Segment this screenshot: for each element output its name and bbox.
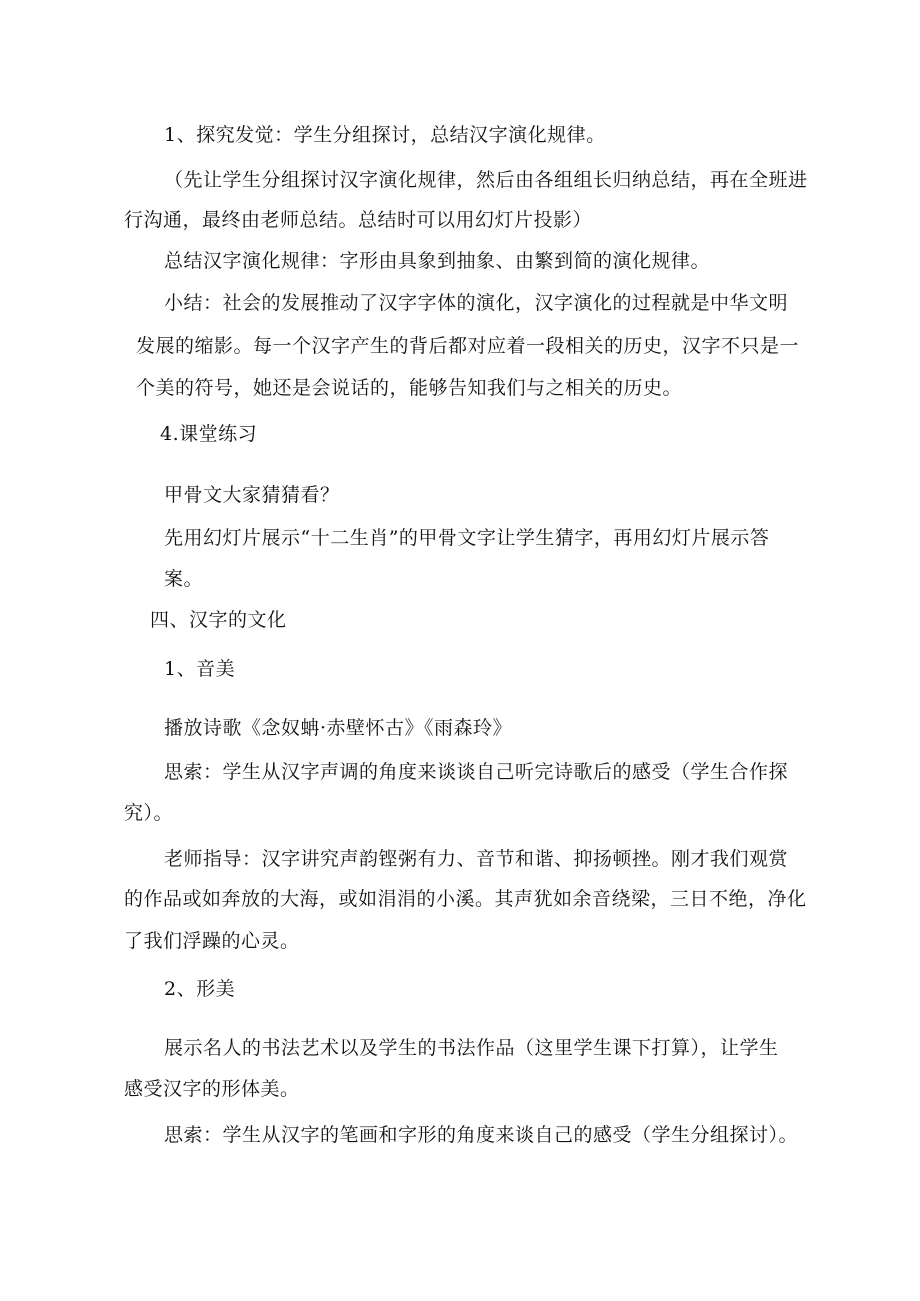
text-line: 甲骨文大家猜猜看？ [164, 484, 340, 506]
text-line: 老师指导：汉字讲究声韵铿粥有力、音节和谐、抑扬顿挫。刚才我们观赏 [164, 848, 789, 870]
text-line: 思索：学生从汉字声调的角度来谈谈自己听完诗歌后的感受（学生合作探 [164, 761, 789, 783]
text-line: 的作品或如奔放的大海，或如涓涓的小溪。其声犹如余音绕梁，三日不绝，净化 [124, 888, 807, 910]
text-line: 感受汉字的形体美。 [124, 1078, 300, 1100]
text-line: 播放诗歌《念奴蚺·赤壁怀古》《雨森玲》 [164, 717, 513, 739]
text-line: 1、探究发觉：学生分组探讨，总结汉字演化规律。 [164, 124, 606, 146]
text-line: 发展的缩影。每一个汉字产生的背后都对应着一段相关的历史，汉字不只是一 [136, 335, 800, 357]
text-line: 案。 [164, 568, 204, 590]
text-line: 展示名人的书法艺术以及学生的书法作品（这里学生课下打算），让学生 [164, 1037, 779, 1059]
section-heading: 四、汉字的文化 [150, 609, 287, 631]
text-line: 究）。 [124, 802, 174, 824]
text-line: 先用幻灯片展示“十二生肖”的甲骨文字让学生猜字，再用幻灯片展示答 [164, 527, 770, 549]
text-line: 个美的符号，她还是会说话的，能够告知我们与之相关的历史。 [136, 377, 683, 399]
section-heading: 4.课堂练习 [160, 423, 258, 445]
text-line: 了我们浮躁的心灵。 [124, 930, 300, 952]
text-line: 小结：社会的发展推动了汉字字体的演化，汉字演化的过程就是中华文明 [164, 292, 789, 314]
text-line: 总结汉字演化规律：字形由具象到抽象、由繁到简的演化规律。 [164, 250, 711, 272]
subsection-heading: 1、音美 [164, 658, 236, 680]
text-line: （先让学生分组探讨汉字演化规律，然后由各组组长归纳总结，再在全班进 [164, 169, 808, 191]
text-line: 行沟通，最终由老师总结。总结时可以用幻灯片投影） [124, 209, 593, 231]
text-line: 思索：学生从汉字的笔画和字形的角度来谈自己的感受（学生分组探讨）。 [164, 1124, 799, 1146]
subsection-heading: 2、形美 [164, 978, 236, 1000]
